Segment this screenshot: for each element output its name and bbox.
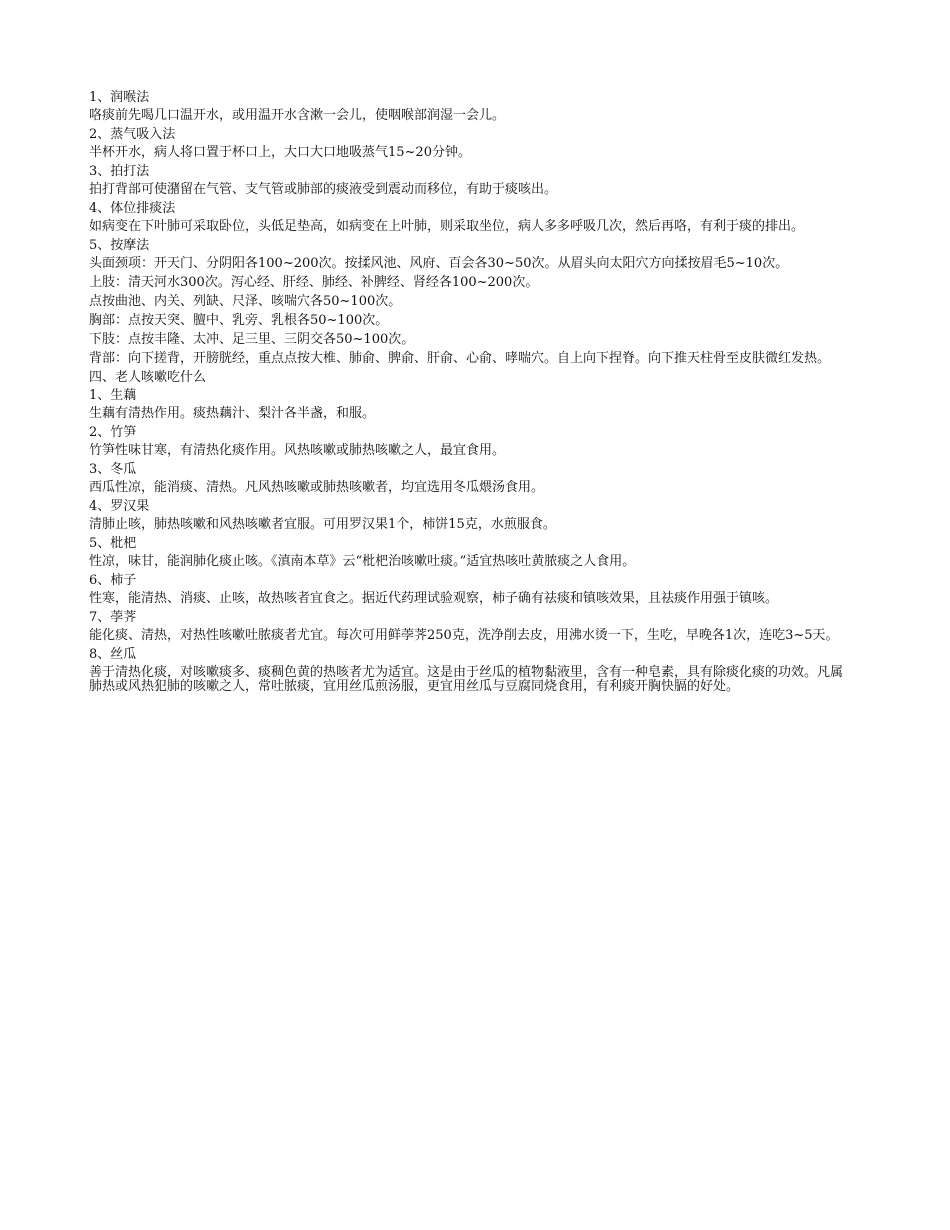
section-heading: 4、体位排痰法 [89,201,176,216]
section-heading: 3、拍打法 [89,164,150,179]
paragraph: 如病变在下叶肺可采取卧位，头低足垫高，如病变在上叶肺，则采取坐位，病人多多呼吸几次，然后再咯，有利于痰的排出。 [89,219,805,234]
paragraph: 竹笋性味甘寒，有清热化痰作用。风热咳嗽或肺热咳嗽之人，最宜食用。 [89,443,506,458]
section-heading: 3、冬瓜 [89,462,137,477]
paragraph: 头面颈项：开天门、分阴阳各100~200次。按揉风池、风府、百会各30~50次。从眉头向太阳穴方向揉按眉毛5~10次。 [89,256,789,271]
section-heading: 5、枇杷 [89,536,137,551]
section-heading: 1、生藕 [89,388,137,403]
paragraph: 能化痰、清热，对热性咳嗽吐脓痰者尤宜。每次可用鲜荸荠250克，洗净削去皮，用沸水烫一下，生吃，早晚各1次，连吃3~5天。 [89,628,839,643]
paragraph: 咯痰前先喝几口温开水，或用温开水含漱一会儿，使咽喉部润湿一会儿。 [89,108,506,123]
paragraph: 下肢：点按丰隆、太冲、足三里、三阴交各50~100次。 [89,332,415,347]
section-heading: 8、丝瓜 [89,647,137,662]
paragraph: 清肺止咳，肺热咳嗽和风热咳嗽者宜服。可用罗汉果1个，柿饼15克，水煎服食。 [89,517,556,532]
paragraph: 性寒，能清热、消痰、止咳，故热咳者宜食之。据近代药理试验观察，柿子确有祛痰和镇咳效果，且祛痰作用强于镇咳。 [89,591,779,606]
paragraph: 半杯开水，病人将口置于杯口上，大口大口地吸蒸气15~20分钟。 [89,145,471,160]
paragraph: 胸部：点按天突、膻中、乳旁、乳根各50~100次。 [89,313,389,328]
section-heading: 2、竹笋 [89,425,137,440]
paragraph: 善于清热化痰，对咳嗽痰多、痰稠色黄的热咳者尤为适宜。这是由于丝瓜的植物黏液里，含有一种皂素，具有除痰化痰的功效。凡属肺热或风热犯肺的咳嗽之人，常吐脓痰，宜用丝瓜煎汤服，更宜用丝瓜与豆腐同烧食用，有利痰开胸快膈的好处。 [89,665,844,694]
document-body [89,90,853,699]
section-heading: 1、润喉法 [89,90,150,105]
paragraph: 西瓜性凉，能消痰、清热。凡风热咳嗽或肺热咳嗽者，均宜选用冬瓜煨汤食用。 [89,480,545,495]
section-heading: 6、柿子 [89,573,137,588]
paragraph: 背部：向下搓背，开膀胱经，重点点按大椎、肺俞、脾俞、肝俞、心俞、哮喘穴。自上向下捏脊。向下推天柱骨至皮肤微红发热。 [89,351,831,366]
section-heading: 2、蒸气吸入法 [89,127,176,142]
paragraph: 性凉，味甘，能润肺化痰止咳。《滇南本草》云“枇杷治咳嗽吐痰。”适宜热咳吐黄脓痰之人食用。 [89,554,636,569]
section-heading: 4、罗汉果 [89,499,150,514]
paragraph: 点按曲池、内关、列缺、尺泽、咳喘穴各50~100次。 [89,294,402,309]
paragraph: 上肢：清天河水300次。泻心经、肝经、肺经、补脾经、肾经各100~200次。 [89,275,539,290]
section-heading: 7、荸荠 [89,610,137,625]
chapter-heading: 四、老人咳嗽吃什么 [89,370,207,385]
paragraph: 生藕有清热作用。痰热藕汁、梨汁各半盏，和服。 [89,406,376,421]
section-heading: 5、按摩法 [89,238,150,253]
paragraph: 拍打背部可使潴留在气管、支气管或肺部的痰液受到震动而移位，有助于痰咳出。 [89,182,558,197]
